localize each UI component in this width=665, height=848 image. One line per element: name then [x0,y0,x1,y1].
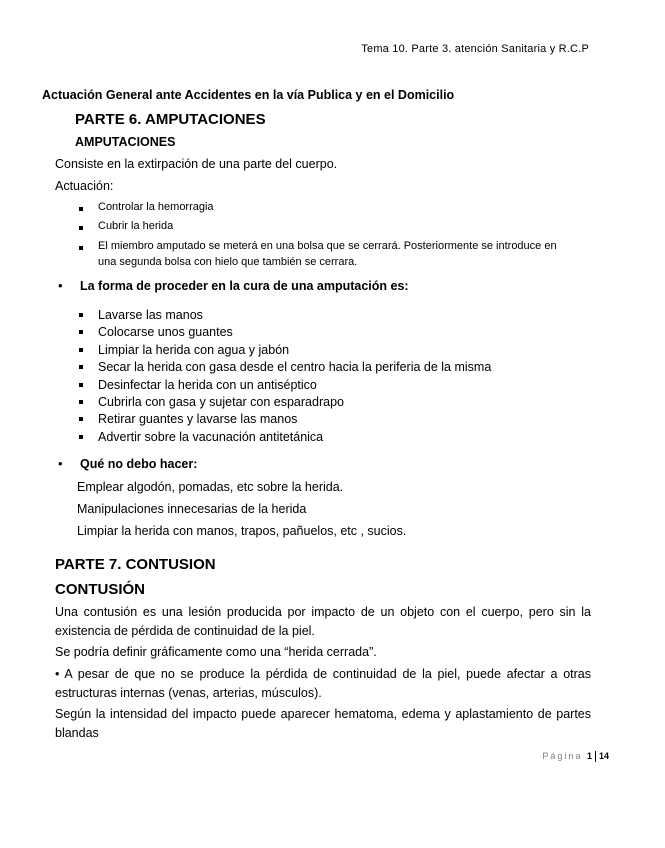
page-number: 1 [586,751,592,761]
contusion-paragraph: Una contusión es una lesión producida por impacto de un objeto con el cuerpo, pero sin la existencia de pérdida de continuidad de la piel. [55,605,591,638]
list-item: Cubrirla con gasa y sujetar con esparadrapo [77,394,597,411]
procedure-list [77,307,597,446]
list-item: Colocarse unos guantes [77,324,597,341]
part7-subheading: CONTUSIÓN [55,581,145,598]
page-footer [542,751,609,762]
page-label: Página [542,751,583,761]
contusion-paragraph: Se podría definir gráficamente como una “herida cerrada”. [55,645,377,659]
procedure-heading: La forma de proceder en la cura de una amputación es: [80,279,409,293]
bullet-dot: • [58,456,63,471]
list-item: Limpiar la herida con agua y jabón [77,342,597,359]
document-title: Actuación General ante Accidentes en la vía Publica y en el Domicilio [42,88,455,102]
part6-subheading: AMPUTACIONES [75,135,176,149]
footer-divider [595,751,596,762]
contusion-paragraph: Según la intensidad del impacto puede aparecer hematoma, edema y aplastamiento de partes blandas [55,707,591,740]
actuacion-label: Actuación: [55,179,114,193]
actuacion-list [77,201,597,256]
list-item: Advertir sobre la vacunación antitetánica [77,429,597,446]
list-item: Retirar guantes y lavarse las manos [77,411,597,428]
dont-item: Limpiar la herida con manos, trapos, pañuelos, etc , sucios. [77,524,407,538]
amputation-definition: Consiste en la extirpación de una parte del cuerpo. [55,157,338,171]
page-header: Tema 10. Parte 3. atención Sanitaria y R.C.P [361,43,589,55]
list-item: Cubrir la herida [77,220,597,240]
contusion-paragraph: • A pesar de que no se produce la pérdida de continuidad de la piel, puede afectar a otras estructuras internas (venas, arterias, músculos). [55,667,591,700]
list-item: Controlar la hemorragia [77,201,597,220]
dont-heading: Qué no debo hacer: [80,457,198,471]
list-item: Secar la herida con gasa desde el centro hacia la periferia de la misma [77,359,597,376]
list-item: Lavarse las manos [77,307,597,324]
part6-heading: PARTE 6. AMPUTACIONES [75,111,266,128]
list-item-continuation: una segunda bolsa con hielo que también se cerrara. [98,256,358,268]
page-total: 14 [598,751,609,761]
part7-heading: PARTE 7. CONTUSION [55,556,216,573]
dont-item: Emplear algodón, pomadas, etc sobre la herida. [77,480,344,494]
list-item: Desinfectar la herida con un antiséptico [77,377,597,394]
dont-item: Manipulaciones innecesarias de la herida [77,502,307,516]
bullet-dot: • [58,278,63,293]
list-item: El miembro amputado se meterá en una bolsa que se cerrará. Posteriormente se introduce en [77,240,597,256]
